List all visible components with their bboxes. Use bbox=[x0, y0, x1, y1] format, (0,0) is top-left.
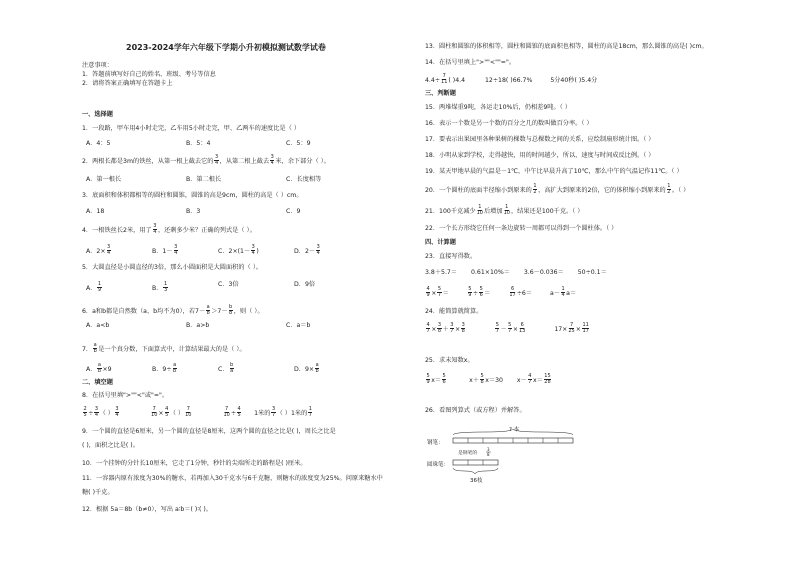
page-title: 2023-2024学年六年级下学期小升初模拟测试数学试卷 bbox=[126, 43, 326, 52]
diagram-label-ballpens: 圆珠笔： bbox=[427, 462, 450, 468]
question-25: 25．求未知数x。 bbox=[425, 357, 474, 364]
option: D．9× $\frac{a}{b}$ bbox=[294, 362, 319, 375]
question-11: 11．一容器内原有浓度为30%的糖水，若再加入30千克水与6千克糖，则糖水的浓度变为25%。问原来糖水中 bbox=[82, 475, 383, 482]
question-23-items: 3.8＋5.7＝ 0.61×10%＝ 3.6－0.036＝ 50÷0.1＝ bbox=[425, 269, 607, 276]
option: D．9倍 bbox=[294, 281, 316, 288]
question-5: 5．大圆直径是小圆直径的3倍，那么小圆面积是大圆面积的（ ）。 bbox=[82, 264, 262, 271]
option: A．4：5 bbox=[86, 140, 111, 147]
option: C．长度相等 bbox=[286, 176, 322, 183]
diagram-mid-label: 是钢笔的 bbox=[458, 451, 478, 456]
section-heading: 四、计算题 bbox=[425, 239, 456, 246]
option: B．5：4 bbox=[186, 140, 211, 147]
notice-item: 1．答题前填写好自己的姓名、班级、考号等信息 bbox=[82, 71, 216, 78]
option: A． $\frac{a}{b}$ ×9 bbox=[86, 362, 112, 375]
option: C．a＝b bbox=[286, 322, 311, 329]
question-21: 21．100千克减少 $\frac{1}{10}$ 后增加 $\frac{1}{10}$ ，结果还是100千克。（ ） bbox=[425, 204, 584, 217]
question-20: 20．一个圆柱的底面半径缩小到原来的 $\frac{1}{2}$ ，高扩大到原来的2倍，它的体积缩小到原来的 $\frac{1}{2}$ 。（ ） bbox=[425, 183, 690, 196]
question-16: 16．表示一个数是另一个数的百分之几的数叫做百分率。（ ） bbox=[425, 120, 593, 127]
option: A．a<b bbox=[86, 322, 110, 329]
question-22: 22．一个长方形绕它任何一条边旋转一周都可以得到一个圆柱体。（ ） bbox=[425, 225, 618, 232]
option: C．2×(1－ $\frac{3}{4}$ ) bbox=[218, 244, 259, 257]
question-26: 26．看图列算式（或方程）并解答。 bbox=[425, 407, 526, 414]
ballpens-bar-ticks bbox=[468, 460, 483, 465]
option: B． $\frac{1}{3}$ bbox=[152, 281, 168, 294]
question-19: 19．某天甲地早晨的气温是－1℃，中午比早晨升高了10℃，那么中午的气温记作11℃。（ ） bbox=[425, 168, 683, 175]
diagram-fraction-numerator: 3 bbox=[487, 447, 490, 452]
question-14-items: 4.4÷ $\frac{7}{11}$ ( )4.4 12÷18( )66.7% 5分40秒( )5.4分 bbox=[425, 73, 598, 86]
ballpens-bar bbox=[453, 460, 498, 465]
question-23-fraction-items: $\frac{4}{9}$ × $\frac{5}{7}$ ＝ $\frac{5}{9}$ ÷ $\frac{5}{6}$ ＝ $\frac{6}{17}$ ÷6＝ a－ $\frac{1}{4}$ a＝ bbox=[426, 286, 577, 299]
option: A．2× $\frac{3}{4}$ bbox=[86, 244, 111, 257]
question-4: 4．一根铁丝长2米，用了 $\frac{3}{4}$ ，还剩多少米？正确的列式是（ ）。 bbox=[82, 223, 256, 236]
notice-item: 2．请将答案正确填写在答题卡上 bbox=[82, 80, 173, 87]
option: B．1－ $\frac{3}{4}$ bbox=[152, 244, 178, 257]
section-heading: 三、判断题 bbox=[425, 90, 456, 97]
option: B．3 bbox=[186, 208, 201, 215]
question-15: 15．两堆煤重9吨，各运走10%后，仍相差9吨。（ ） bbox=[425, 104, 571, 111]
section-heading: 一、选择题 bbox=[82, 111, 113, 118]
pens-bar-ticks bbox=[468, 438, 558, 443]
question-12: 12．根据 5a＝8b（b≠0），写出 a∶b＝( )∶( )。 bbox=[82, 506, 212, 513]
option: C．9 bbox=[286, 208, 301, 215]
question-25-items: $\frac{5}{9}$ x＝ $\frac{5}{6}$ x＋ $\frac{5}{8}$ x＝30 x－ $\frac{4}{7}$ x＝ $\frac{15}{28}$ bbox=[426, 373, 551, 386]
question-1: 1．一段路，甲车用4小时走完，乙车用5小时走完，甲、乙两车的速度比是（ ） bbox=[82, 125, 300, 132]
option: B．第二根长 bbox=[186, 176, 222, 183]
diagram-label-pens: 钢笔： bbox=[427, 440, 444, 446]
question-8: 8．在括号里填">""<"或"="。 bbox=[82, 392, 169, 399]
section-heading: 二、填空题 bbox=[82, 379, 113, 386]
diagram-top-label: ? 本 bbox=[509, 427, 520, 433]
line-segment-diagram bbox=[425, 422, 625, 492]
option: C． $\frac{b}{a}$ bbox=[218, 362, 234, 375]
option: A．18 bbox=[86, 208, 105, 215]
question-24-items: $\frac{4}{7}$ × $\frac{3}{8}$ ＋ $\frac{3}{7}$ × $\frac{3}{8}$ $\frac{5}{7}$ － $\frac{5}{7}$ × $\frac{6}{13}$ 17× $\frac{7}{25}$ × $\frac{11}{17}$ bbox=[426, 322, 589, 335]
option: B．9÷ $\frac{a}{b}$ bbox=[152, 362, 177, 375]
option: A． $\frac{1}{9}$ bbox=[86, 281, 102, 294]
question-11-cont: 糖( )千克。 bbox=[82, 489, 114, 496]
question-2: 2．两根长都是3m的铁丝，从第一根上截去它的 $\frac{3}{4}$ ，从第二根上截去 $\frac{3}{4}$ 米，余下部分（ ）。 bbox=[82, 154, 330, 167]
question-13: 13．圆柱和圆锥的体积相等，圆柱和圆锥的底面积也相等，圆柱的高是18cm，那么圆锥的高是( )cm。 bbox=[425, 43, 708, 50]
question-10: 10．一个挂钟的分针长10厘米，它走了1分钟，秒针的尖端所走的路程是( )厘米。 bbox=[82, 460, 307, 467]
question-24: 24．能简算就简算。 bbox=[425, 308, 483, 315]
option: A．第一根长 bbox=[86, 176, 122, 183]
option: B．a>b bbox=[186, 322, 210, 329]
question-18: 18．小明从家到学校，走得越快，用的时间越少，所以，速度与时间成反比例。（ ） bbox=[425, 152, 655, 159]
question-8-items: $\frac{2}{5}$ ÷ $\frac{3}{4}$ （ ） $\frac{3}{4}$ $\frac{7}{10}$ × $\frac{4}{5}$ （ ） $\frac{7}{10}$ $\frac{7}{10}$ ÷ $\frac{4}{5}$ 1米的 $\frac{3}{7}$ （ ）1米的 $\frac{1}{7}$ bbox=[83, 406, 312, 419]
question-14: 14．在括号里填上">""<""="。 bbox=[425, 59, 516, 66]
question-6: 6．a和b都是自然数（a、b均不为0），若7－ $\frac{a}{8}$ ＞7－ $\frac{b}{8}$ ，则（ ）。 bbox=[82, 304, 264, 317]
diagram-bottom-label: 36枝 bbox=[470, 478, 483, 484]
bottom-brace bbox=[453, 468, 498, 474]
question-9-cont: ( )，面积之比是( )。 bbox=[82, 442, 139, 449]
notice-heading: 注意事项： bbox=[82, 62, 113, 69]
question-7: 7． $\frac{a}{b}$ 是一个真分数，下面算式中，计算结果最大的是（ ）。 bbox=[82, 342, 246, 355]
option: C．5：9 bbox=[286, 140, 311, 147]
question-17: 17．要表示出果园里各种果树的棵数与总棵数之间的关系，应绘制扇形统计图。（ ） bbox=[425, 136, 655, 143]
question-9: 9．一个圆的直径是6厘米，另一个圆的直径是8厘米，这两个圆的直径之比是( )，周长之比是 bbox=[82, 428, 336, 435]
diagram-fraction-denominator: 8 bbox=[487, 452, 490, 457]
option: D．2－ $\frac{3}{4}$ bbox=[294, 244, 320, 257]
question-23: 23．直接写得数。 bbox=[425, 253, 477, 260]
option: C．3倍 bbox=[218, 281, 239, 288]
question-3: 3．底面积和体积都相等的圆柱和圆锥，圆锥的高是9cm，圆柱的高是（ ）cm。 bbox=[82, 192, 303, 199]
